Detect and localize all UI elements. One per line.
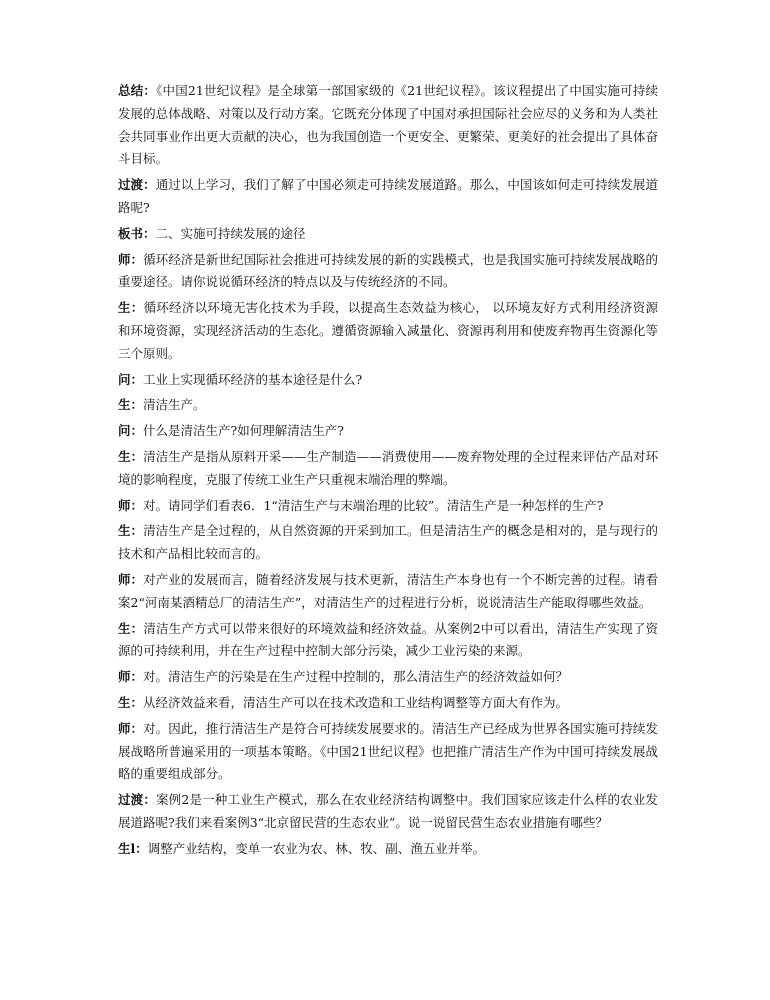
speaker-label: 问：: [118, 423, 144, 439]
paragraph-text: 对。因此，推行清洁生产是符合可持续发展要求的。清洁生产已经成为世界各国实施可持续发展战略所普遍采用的一项基本策略。《中国21世纪议程》也把推广清洁生产作为中国可持续发展战略的重要组成部分。: [118, 720, 658, 782]
paragraph-text: 清洁生产方式可以带来很好的环境效益和经济效益。从案例2中可以看出，清洁生产实现了资源的可持续利用，并在生产过程中控制大部分污染，减少工业污染的来源。: [118, 620, 658, 659]
paragraph-text: 调整产业结构，变单一农业为农、林、牧、副、渔五业并举。: [147, 840, 486, 856]
paragraph-text: 清洁生产是全过程的，从自然资源的开采到加工。但是清洁生产的概念是相对的，是与现行的技术和产品相比较而言的。: [118, 523, 658, 562]
paragraph-text: 循环经济以环境无害化技术为手段，以提高生态效益为核心， 以环境友好方式利用经济资源和环境资源，实现经济活动的生态化。遵循资源输入减量化、资源再利用和使废弃物再生资源化等三个原则。: [118, 300, 658, 361]
paragraph-student: [118, 692, 658, 715]
speaker-label: 生l：: [118, 840, 148, 856]
speaker-label: 过渡：: [118, 792, 157, 808]
speaker-label: 生：: [118, 620, 144, 636]
paragraph-text: 清洁生产是指从原料开采——生产制造——消费使用——废弃物处理的全过程来评估产品对环境的影响程度，克服了传统工业生产只重视末端治理的弊端。: [118, 448, 658, 487]
speaker-label: 板书：: [118, 225, 156, 241]
speaker-label: 师：: [118, 497, 144, 513]
speaker-label: 师：: [118, 669, 144, 685]
paragraph-text: 工业上实现循环经济的基本途径是什么?: [143, 371, 363, 387]
speaker-label: 总结：: [118, 83, 157, 98]
paragraph-teacher: [118, 495, 658, 518]
paragraph-teacher: [118, 249, 658, 295]
paragraph-student: [118, 297, 658, 365]
paragraph-text: 通过以上学习，我们了解了中国必须走可持续发展道路。那么，中国该如何走可持续发展道路呢?: [118, 177, 658, 215]
paragraph-question: [118, 420, 658, 443]
speaker-label: 生：: [118, 397, 144, 413]
speaker-label: 生：: [118, 448, 144, 464]
paragraph-teacher: [118, 666, 658, 689]
document-page: [118, 80, 658, 864]
paragraph-text: 循环经济是新世纪国际社会推进可持续发展的新的实践模式，也是我国实施可持续发展战略的重要途径。请你说说循环经济的特点以及与传统经济的不同。: [118, 251, 658, 290]
speaker-label: 师：: [118, 251, 144, 267]
speaker-label: 过渡：: [118, 177, 156, 193]
paragraph-teacher: [118, 718, 658, 786]
paragraph-teacher: [118, 569, 658, 615]
paragraph-student: [118, 520, 658, 566]
paragraph-student: [118, 394, 658, 417]
paragraph-summary: [118, 80, 658, 171]
paragraph-question: [118, 369, 658, 392]
paragraph-text: 从经济效益来看，清洁生产可以在技术改造和工业结构调整等方面大有作为。: [143, 694, 569, 710]
paragraph-text: 对。请同学们看表6．1“清洁生产与末端治理的比较”。清洁生产是一种怎样的生产?: [143, 497, 604, 513]
paragraph-board: [118, 223, 658, 246]
paragraph-student: [118, 618, 658, 664]
speaker-label: 生：: [118, 694, 144, 710]
paragraph-transition: [118, 789, 658, 835]
paragraph-student: [118, 446, 658, 492]
speaker-label: 师：: [118, 571, 144, 587]
paragraph-text: 二、实施可持续发展的途径: [155, 225, 306, 241]
speaker-label: 生：: [118, 300, 144, 316]
paragraph-transition: [118, 174, 658, 220]
paragraph-text: 清洁生产。: [143, 397, 206, 413]
paragraph-text: 案例2是一种工业生产模式，那么在农业经济结构调整中。我们国家应该走什么样的农业发展道路呢?我们来看案例3“北京留民营的生态农业”。说一说留民营生态农业措施有哪些？: [118, 792, 658, 830]
paragraph-text: 什么是清洁生产?如何理解清洁生产?: [143, 423, 344, 439]
paragraph-text: 对。清洁生产的污染是在生产过程中控制的，那么清洁生产的经济效益如何？: [143, 669, 569, 685]
speaker-label: 生：: [118, 523, 144, 539]
paragraph-text: 《中国21世纪议程》是全球第一部国家级的《21世纪议程》。该议程提出了中国实施可持续发展的总体战略、对策以及行动方案。它既充分体现了中国对承担国际社会应尽的义务和为人类社会共同事业作出更大贡献的决心，也为我国创造一个更安全、更繁荣、更美好的社会提出了具体奋斗目标。: [118, 83, 658, 167]
paragraph-text: 对产业的发展而言，随着经济发展与技术更新，清洁生产本身也有一个不断完善的过程。请看案2“河南某酒精总厂的清洁生产”，对清洁生产的过程进行分析，说说清洁生产能取得哪些效益。: [118, 571, 658, 610]
speaker-label: 问：: [118, 371, 144, 387]
speaker-label: 师：: [118, 720, 144, 736]
paragraph-student: [118, 838, 658, 861]
